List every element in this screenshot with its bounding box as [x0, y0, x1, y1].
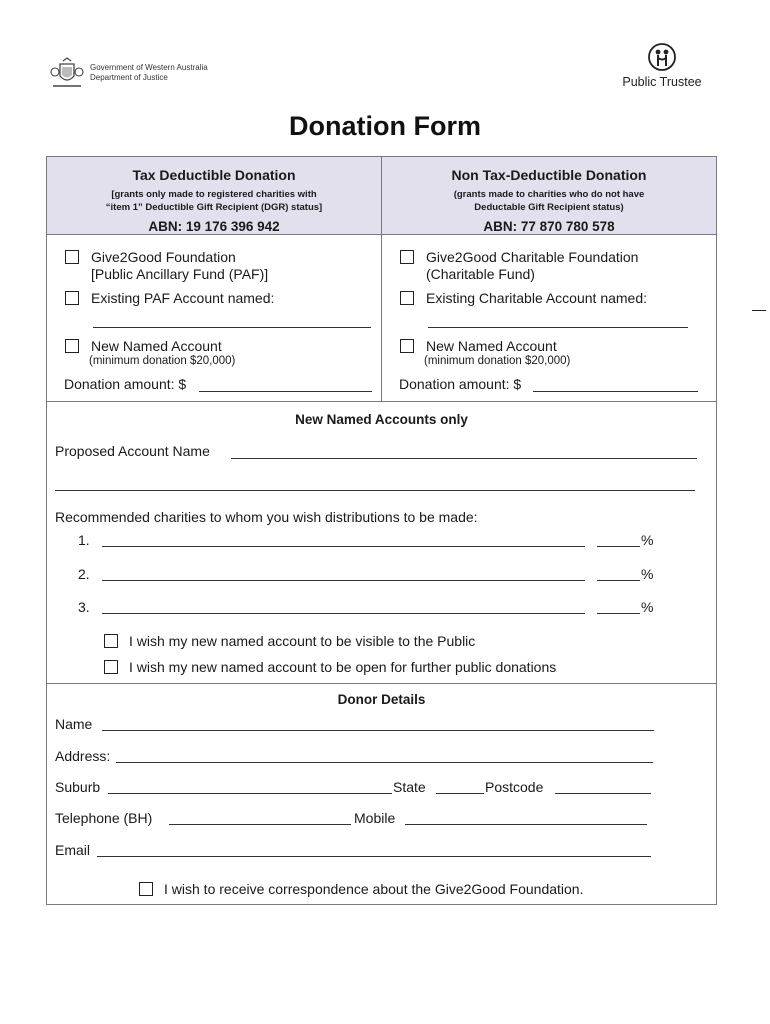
visible-to-public-label: I wish my new named account to be visible to the Public: [129, 633, 476, 649]
telephone-field[interactable]: [169, 824, 351, 825]
nontax-donation-amount-field[interactable]: [533, 391, 698, 392]
donation-options: [47, 235, 716, 402]
name-field[interactable]: [102, 730, 654, 731]
minimum-donation-note: (minimum donation $20,000): [89, 355, 236, 367]
open-for-donations-label: I wish my new named account to be open for further public donations: [129, 659, 557, 675]
new-named-account-checkbox[interactable]: [65, 339, 79, 353]
donor-details-title: Donor Details: [337, 692, 426, 707]
suburb-field[interactable]: [108, 793, 392, 794]
state-label: State: [393, 779, 426, 795]
charity-percent-field-2[interactable]: [597, 580, 640, 581]
existing-charitable-account-label: Existing Charitable Account named:: [426, 290, 648, 306]
opt1-line1: Give2Good Foundation: [91, 249, 236, 265]
non-tax-options: [381, 235, 716, 401]
non-tax-abn: ABN: 77 870 780 578: [483, 219, 615, 234]
address-label: Address:: [55, 748, 111, 764]
suburb-label: Suburb: [55, 779, 101, 795]
existing-paf-account-checkbox[interactable]: [65, 291, 79, 305]
email-field[interactable]: [97, 856, 651, 857]
give2good-charitable-foundation-label: [426, 249, 638, 283]
tax-options: [47, 235, 381, 401]
nontax-opt1-line1: Give2Good Charitable Foundation: [426, 249, 639, 265]
charitable-account-name-field[interactable]: [428, 327, 688, 328]
give2good-charitable-foundation-checkbox[interactable]: [400, 250, 414, 264]
public-trustee-logo: [616, 42, 708, 89]
mobile-field[interactable]: [405, 824, 647, 825]
non-tax-deductible-note: [382, 188, 716, 214]
name-label: Name: [55, 716, 93, 732]
charity-number-1: 1.: [78, 532, 90, 548]
new-named-accounts-section: [47, 402, 716, 684]
email-label: Email: [55, 842, 91, 858]
nontax-minimum-donation-note: (minimum donation $20,000): [424, 355, 571, 367]
correspondence-label: I wish to receive correspondence about the Give2Good Foundation.: [164, 881, 584, 897]
mobile-label: Mobile: [354, 810, 396, 826]
tax-deductible-header: [47, 157, 381, 234]
existing-paf-account-label: Existing PAF Account named:: [91, 290, 275, 306]
address-field[interactable]: [116, 762, 653, 763]
tax-abn: ABN: 19 176 396 942: [148, 219, 280, 234]
nontax-note-line1: (grants made to charities who do not have: [453, 189, 645, 200]
public-trustee-name: Public Trustee: [622, 75, 702, 89]
charity-percent-field-3[interactable]: [597, 613, 640, 614]
page-title: Donation Form: [289, 111, 481, 141]
gov-name: Government of Western Australia: [90, 63, 208, 72]
charity-number-3: 3.: [78, 599, 90, 615]
nontax-opt1-line2: (Charitable Fund): [426, 266, 535, 282]
proposed-account-name-label: Proposed Account Name: [55, 443, 210, 459]
non-tax-deductible-header: [381, 157, 716, 234]
telephone-label: Telephone (BH): [55, 810, 153, 826]
charity-name-field-2[interactable]: [102, 580, 585, 581]
crest-icon: [50, 56, 84, 90]
correspondence-checkbox[interactable]: [139, 882, 153, 896]
donation-form: [46, 156, 717, 905]
new-named-accounts-title: New Named Accounts only: [295, 412, 468, 427]
opt1-line2: [Public Ancillary Fund (PAF)]: [91, 266, 269, 282]
nontax-new-named-account-checkbox[interactable]: [400, 339, 414, 353]
percent-sign-3: %: [641, 599, 654, 615]
postcode-label: Postcode: [485, 779, 544, 795]
existing-charitable-account-checkbox[interactable]: [400, 291, 414, 305]
recommended-charities-label: Recommended charities to whom you wish distributions to be made:: [55, 509, 478, 525]
tax-note-line2: “item 1” Deductible Gift Recipient (DGR) status]: [105, 202, 323, 213]
state-field[interactable]: [436, 793, 484, 794]
tax-deductible-title: Tax Deductible Donation: [132, 167, 296, 183]
tax-deductible-note: [47, 188, 381, 214]
nontax-note-line2: Deductable Gift Recipient status): [474, 202, 624, 213]
charity-percent-field-1[interactable]: [597, 546, 640, 547]
donation-type-header: [47, 157, 716, 235]
percent-sign-2: %: [641, 566, 654, 582]
donation-amount-label: Donation amount: $: [64, 376, 187, 392]
percent-sign-1: %: [641, 532, 654, 548]
nontax-new-named-account-label: New Named Account: [426, 338, 557, 354]
government-logo: [50, 56, 208, 90]
public-trustee-emblem-icon: [647, 42, 677, 72]
proposed-account-name-field-line2[interactable]: [55, 490, 695, 491]
non-tax-deductible-title: Non Tax-Deductible Donation: [451, 167, 647, 183]
edge-tick-mark: [752, 310, 766, 311]
charity-name-field-3[interactable]: [102, 613, 585, 614]
charity-name-field-1[interactable]: [102, 546, 585, 547]
give2good-foundation-checkbox[interactable]: [65, 250, 79, 264]
proposed-account-name-field[interactable]: [231, 458, 697, 459]
tax-note-line1: [grants only made to registered charities with: [111, 189, 317, 200]
new-named-account-label: New Named Account: [91, 338, 222, 354]
donor-details-section: [47, 684, 716, 906]
nontax-donation-amount-label: Donation amount: $: [399, 376, 522, 392]
donation-amount-field[interactable]: [199, 391, 372, 392]
department-name: Department of Justice: [90, 73, 168, 82]
give2good-foundation-label: [91, 249, 268, 283]
visible-to-public-checkbox[interactable]: [104, 634, 118, 648]
paf-account-name-field[interactable]: [93, 327, 371, 328]
open-for-donations-checkbox[interactable]: [104, 660, 118, 674]
postcode-field[interactable]: [555, 793, 651, 794]
charity-number-2: 2.: [78, 566, 90, 582]
